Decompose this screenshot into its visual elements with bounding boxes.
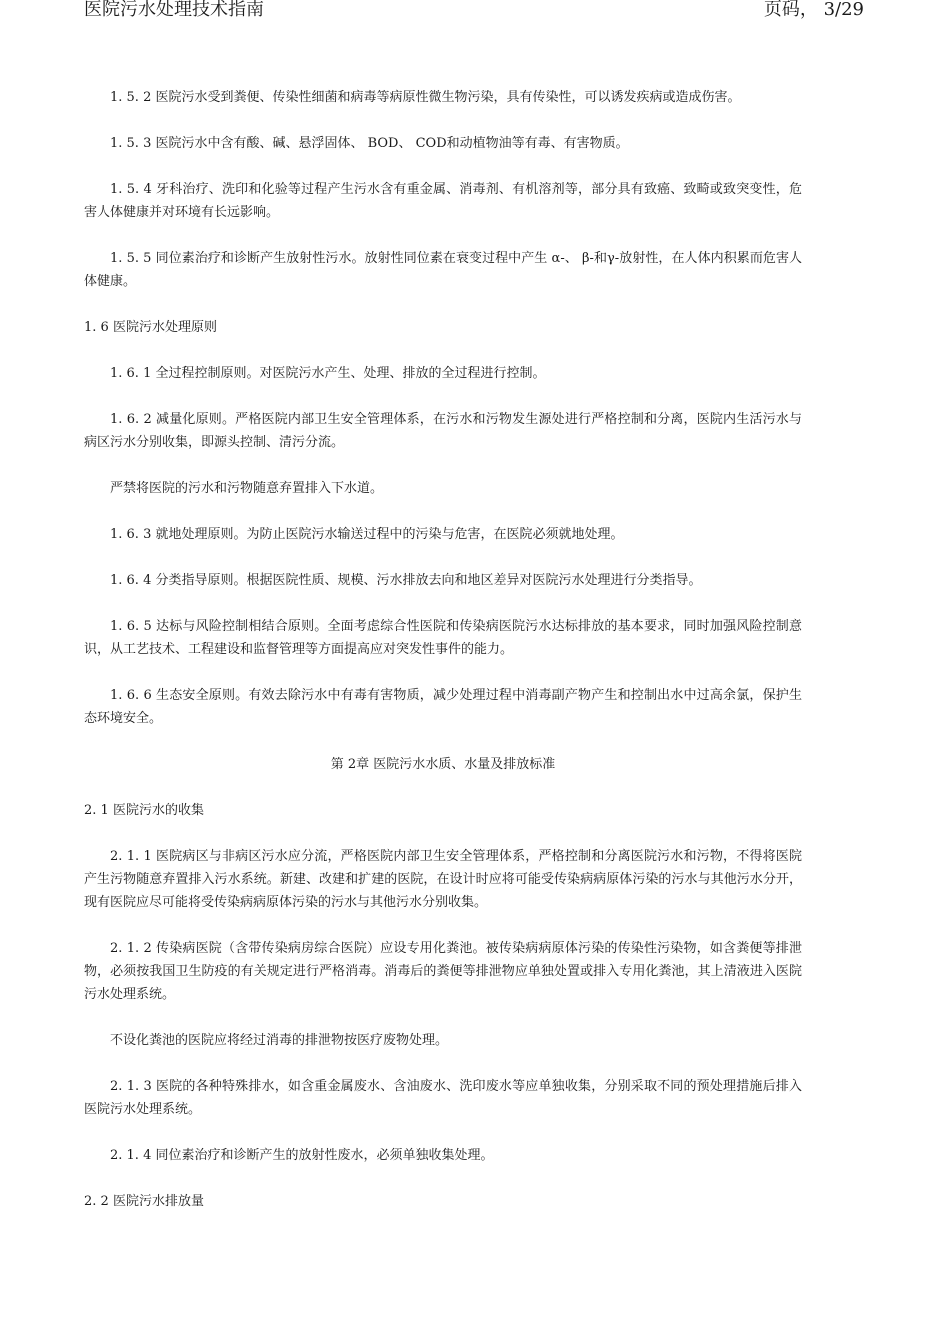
paragraph: 2. 1. 4 同位素治疗和诊断产生的放射性废水，必须单独收集处理。	[110, 1148, 494, 1163]
paragraph: 不设化粪池的医院应将经过消毒的排泄物按医疗废物处理。	[110, 1033, 449, 1048]
paragraph: 1. 6. 6 生态安全原则。有效去除污水中有毒有害物质，减少处理过程中消毒副产物产生和控制出水中过高余氯，保护生态环境安全。	[84, 688, 802, 726]
paragraph: 1. 6. 4 分类指导原则。根据医院性质、规模、污水排放去向和地区差异对医院污水处理进行分类指导。	[110, 573, 702, 588]
paragraph: 1. 6. 1 全过程控制原则。对医院污水产生、处理、排放的全过程进行控制。	[110, 366, 546, 381]
section-heading: 2. 2 医院污水排放量	[84, 1194, 204, 1209]
page-header	[84, 0, 864, 26]
paragraph: 1. 5. 4 牙科治疗、洗印和化验等过程产生污水含有重金属、消毒剂、有机溶剂等，部分具有致癌、致畸或致突变性，危害人体健康并对环境有长远影响。	[84, 182, 802, 220]
document-title: 医院污水处理技术指南	[84, 0, 264, 20]
section-heading: 2. 1 医院污水的收集	[84, 803, 204, 818]
paragraph: 1. 6. 2 减量化原则。严格医院内部卫生安全管理体系，在污水和污物发生源处进行严格控制和分离，医院内生活污水与病区污水分别收集，即源头控制、清污分流。	[84, 412, 802, 450]
paragraph: 1. 6. 5 达标与风险控制相结合原则。全面考虑综合性医院和传染病医院污水达标排放的基本要求，同时加强风险控制意识，从工艺技术、工程建设和监督管理等方面提高应对突发性事件的能力。	[84, 619, 802, 657]
chapter-heading: 第 2章 医院污水水质、水量及排放标准	[330, 757, 556, 772]
section-heading: 1. 6 医院污水处理原则	[84, 320, 217, 335]
page-number: 页码， 3/29	[763, 0, 864, 20]
paragraph: 2. 1. 2 传染病医院（含带传染病房综合医院）应设专用化粪池。被传染病病原体污染的传染性污染物，如含粪便等排泄物，必须按我国卫生防疫的有关规定进行严格消毒。消毒后的粪便等排泄物应单独处置或排入专用化粪池，其上清液进入医院污水处理系统。	[84, 941, 802, 1002]
paragraph: 2. 1. 1 医院病区与非病区污水应分流，严格医院内部卫生安全管理体系，严格控制和分离医院污水和污物，不得将医院产生污物随意弃置排入污水系统。新建、改建和扩建的医院，在设计时应将可能受传染病病原体污染的污水与其他污水分开，现有医院应尽可能将受传染病病原体污染的污水与其他污水分别收集。	[84, 849, 802, 910]
document-body	[84, 86, 802, 1236]
paragraph: 严禁将医院的污水和污物随意弃置排入下水道。	[110, 481, 384, 496]
paragraph: 1. 5. 2 医院污水受到粪便、传染性细菌和病毒等病原性微生物污染，具有传染性，可以诱发疾病或造成伤害。	[110, 90, 741, 105]
paragraph: 1. 5. 5 同位素治疗和诊断产生放射性污水。放射性同位素在衰变过程中产生 α-、 β-和γ-放射性，在人体内积累而危害人体健康。	[84, 251, 802, 289]
paragraph: 2. 1. 3 医院的各种特殊排水，如含重金属废水、含油废水、洗印废水等应单独收集，分别采取不同的预处理措施后排入医院污水处理系统。	[84, 1079, 802, 1117]
paragraph: 1. 6. 3 就地处理原则。为防止医院污水输送过程中的污染与危害，在医院必须就地处理。	[110, 527, 624, 542]
paragraph: 1. 5. 3 医院污水中含有酸、碱、悬浮固体、 BOD、 COD和动植物油等有毒、有害物质。	[110, 136, 629, 151]
